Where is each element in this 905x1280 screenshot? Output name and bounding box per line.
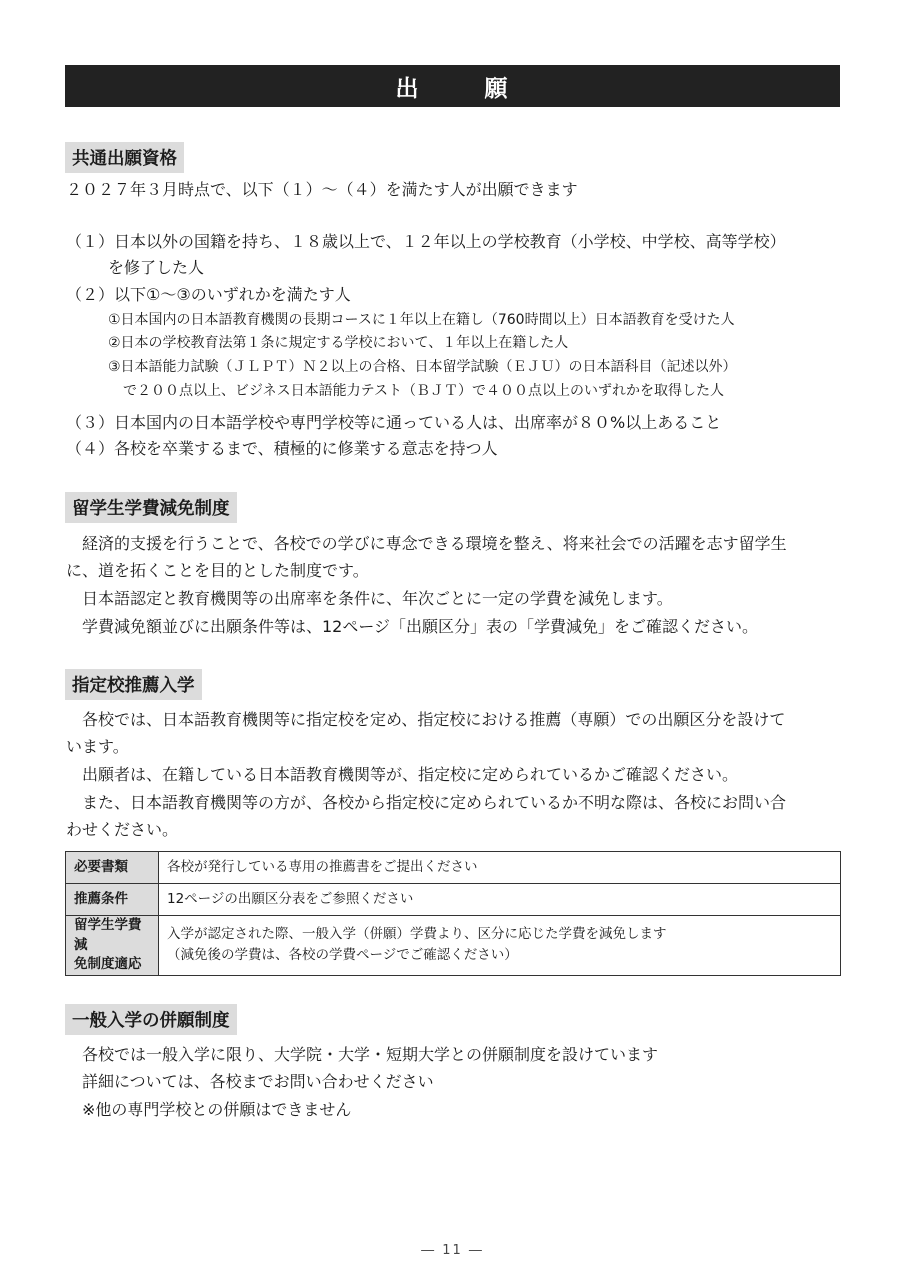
eligibility-sub2: ②日本の学校教育法第１条に規定する学校において、１年以上在籍した人 bbox=[108, 335, 569, 351]
table-value-scholarship-line2: （減免後の学費は、各校の学費ページでご確認ください） bbox=[167, 947, 518, 964]
scholarship-p2: 日本語認定と教育機関等の出席率を条件に、年次ごとに一定の学費を減免します。 bbox=[82, 589, 673, 608]
combined-p1: 各校では一般入学に限り、大学院・大学・短期大学との併願制度を設けています bbox=[82, 1045, 659, 1064]
table-label-scholarship bbox=[66, 916, 159, 976]
table-value-scholarship-line1: 入学が認定された際、一般入学（併願）学費より、区分に応じた学費を減免します bbox=[167, 926, 667, 943]
scholarship-heading: 留学生学費減免制度 bbox=[65, 492, 237, 523]
table-row bbox=[66, 852, 841, 884]
table-label-documents: 必要書類 bbox=[66, 852, 159, 884]
eligibility-intro: ２０２７年３月時点で、以下（１）～（４）を満たす人が出願できます bbox=[66, 180, 578, 199]
eligibility-item1-line1: （１）日本以外の国籍を持ち、１８歳以上で、１２年以上の学校教育（小学校、中学校、高等学校） bbox=[66, 232, 786, 251]
page-title bbox=[65, 65, 840, 107]
scholarship-p1-line1: 経済的支援を行うことで、各校での学びに専念できる環境を整え、将来社会での活躍を志す留学生 bbox=[82, 534, 787, 553]
combined-p2: 詳細については、各校までお問い合わせください bbox=[82, 1072, 434, 1091]
eligibility-item4: （４）各校を卒業するまで、積極的に修業する意志を持つ人 bbox=[66, 439, 498, 458]
table-label-conditions: 推薦条件 bbox=[66, 884, 159, 916]
table-value-documents: 各校が発行している専用の推薦書をご提出ください bbox=[159, 852, 841, 884]
recommendation-p3-line1: また、日本語教育機関等の方が、各校から指定校に定められているか不明な際は、各校にお問い合 bbox=[82, 793, 787, 812]
scholarship-p3: 学費減免額並びに出願条件等は、12ページ「出願区分」表の「学費減免」をご確認ください。 bbox=[82, 617, 759, 636]
recommendation-p1-line1: 各校では、日本語教育機関等に指定校を定め、指定校における推薦（専願）での出願区分を設けて bbox=[82, 710, 786, 729]
table-value-scholarship bbox=[159, 916, 841, 976]
eligibility-sub3-line2: で２００点以上、ビジネス日本語能力テスト（ＢＪＴ）で４００点以上のいずれかを取得した人 bbox=[123, 383, 725, 399]
recommendation-p1-line2: います。 bbox=[66, 737, 129, 756]
table-row bbox=[66, 916, 841, 976]
scholarship-p1-line2: に、道を拓くことを目的とした制度です。 bbox=[66, 561, 369, 580]
table-value-conditions: 12ページの出願区分表をご参照ください bbox=[159, 884, 841, 916]
eligibility-item1-line2: を修了した人 bbox=[108, 258, 205, 277]
combined-p3: ※他の専門学校との併願はできません bbox=[82, 1100, 352, 1119]
table-label-scholarship-line2: 免制度適応 bbox=[74, 956, 142, 973]
recommendation-p2: 出願者は、在籍している日本語教育機関等が、指定校に定められているかご確認ください。 bbox=[82, 765, 739, 784]
eligibility-sub1: ①日本国内の日本語教育機関の長期コースに１年以上在籍し（760時間以上）日本語教育を受けた人 bbox=[108, 312, 735, 328]
page-title-part2: 願 bbox=[484, 75, 510, 102]
eligibility-sub3-line1: ③日本語能力試験（ＪＬＰＴ）Ｎ２以上の合格、日本留学試験（ＥＪＵ）の日本語科目（記述以外） bbox=[108, 359, 737, 375]
combined-heading: 一般入学の併願制度 bbox=[65, 1004, 237, 1035]
table-label-scholarship-line1: 留学生学費減 bbox=[74, 917, 142, 953]
eligibility-heading: 共通出願資格 bbox=[65, 142, 184, 173]
page-number: ― 11 ― bbox=[421, 1243, 484, 1258]
recommendation-p3-line2: わせください。 bbox=[66, 820, 179, 839]
eligibility-item2: （２）以下①～③のいずれかを満たす人 bbox=[66, 285, 351, 304]
table-row bbox=[66, 884, 841, 916]
recommendation-table bbox=[65, 851, 841, 976]
eligibility-item3: （３）日本国内の日本語学校や専門学校等に通っている人は、出席率が８０%以上あること bbox=[66, 413, 722, 432]
recommendation-heading: 指定校推薦入学 bbox=[65, 669, 202, 700]
page-title-part1: 出 bbox=[395, 75, 421, 102]
